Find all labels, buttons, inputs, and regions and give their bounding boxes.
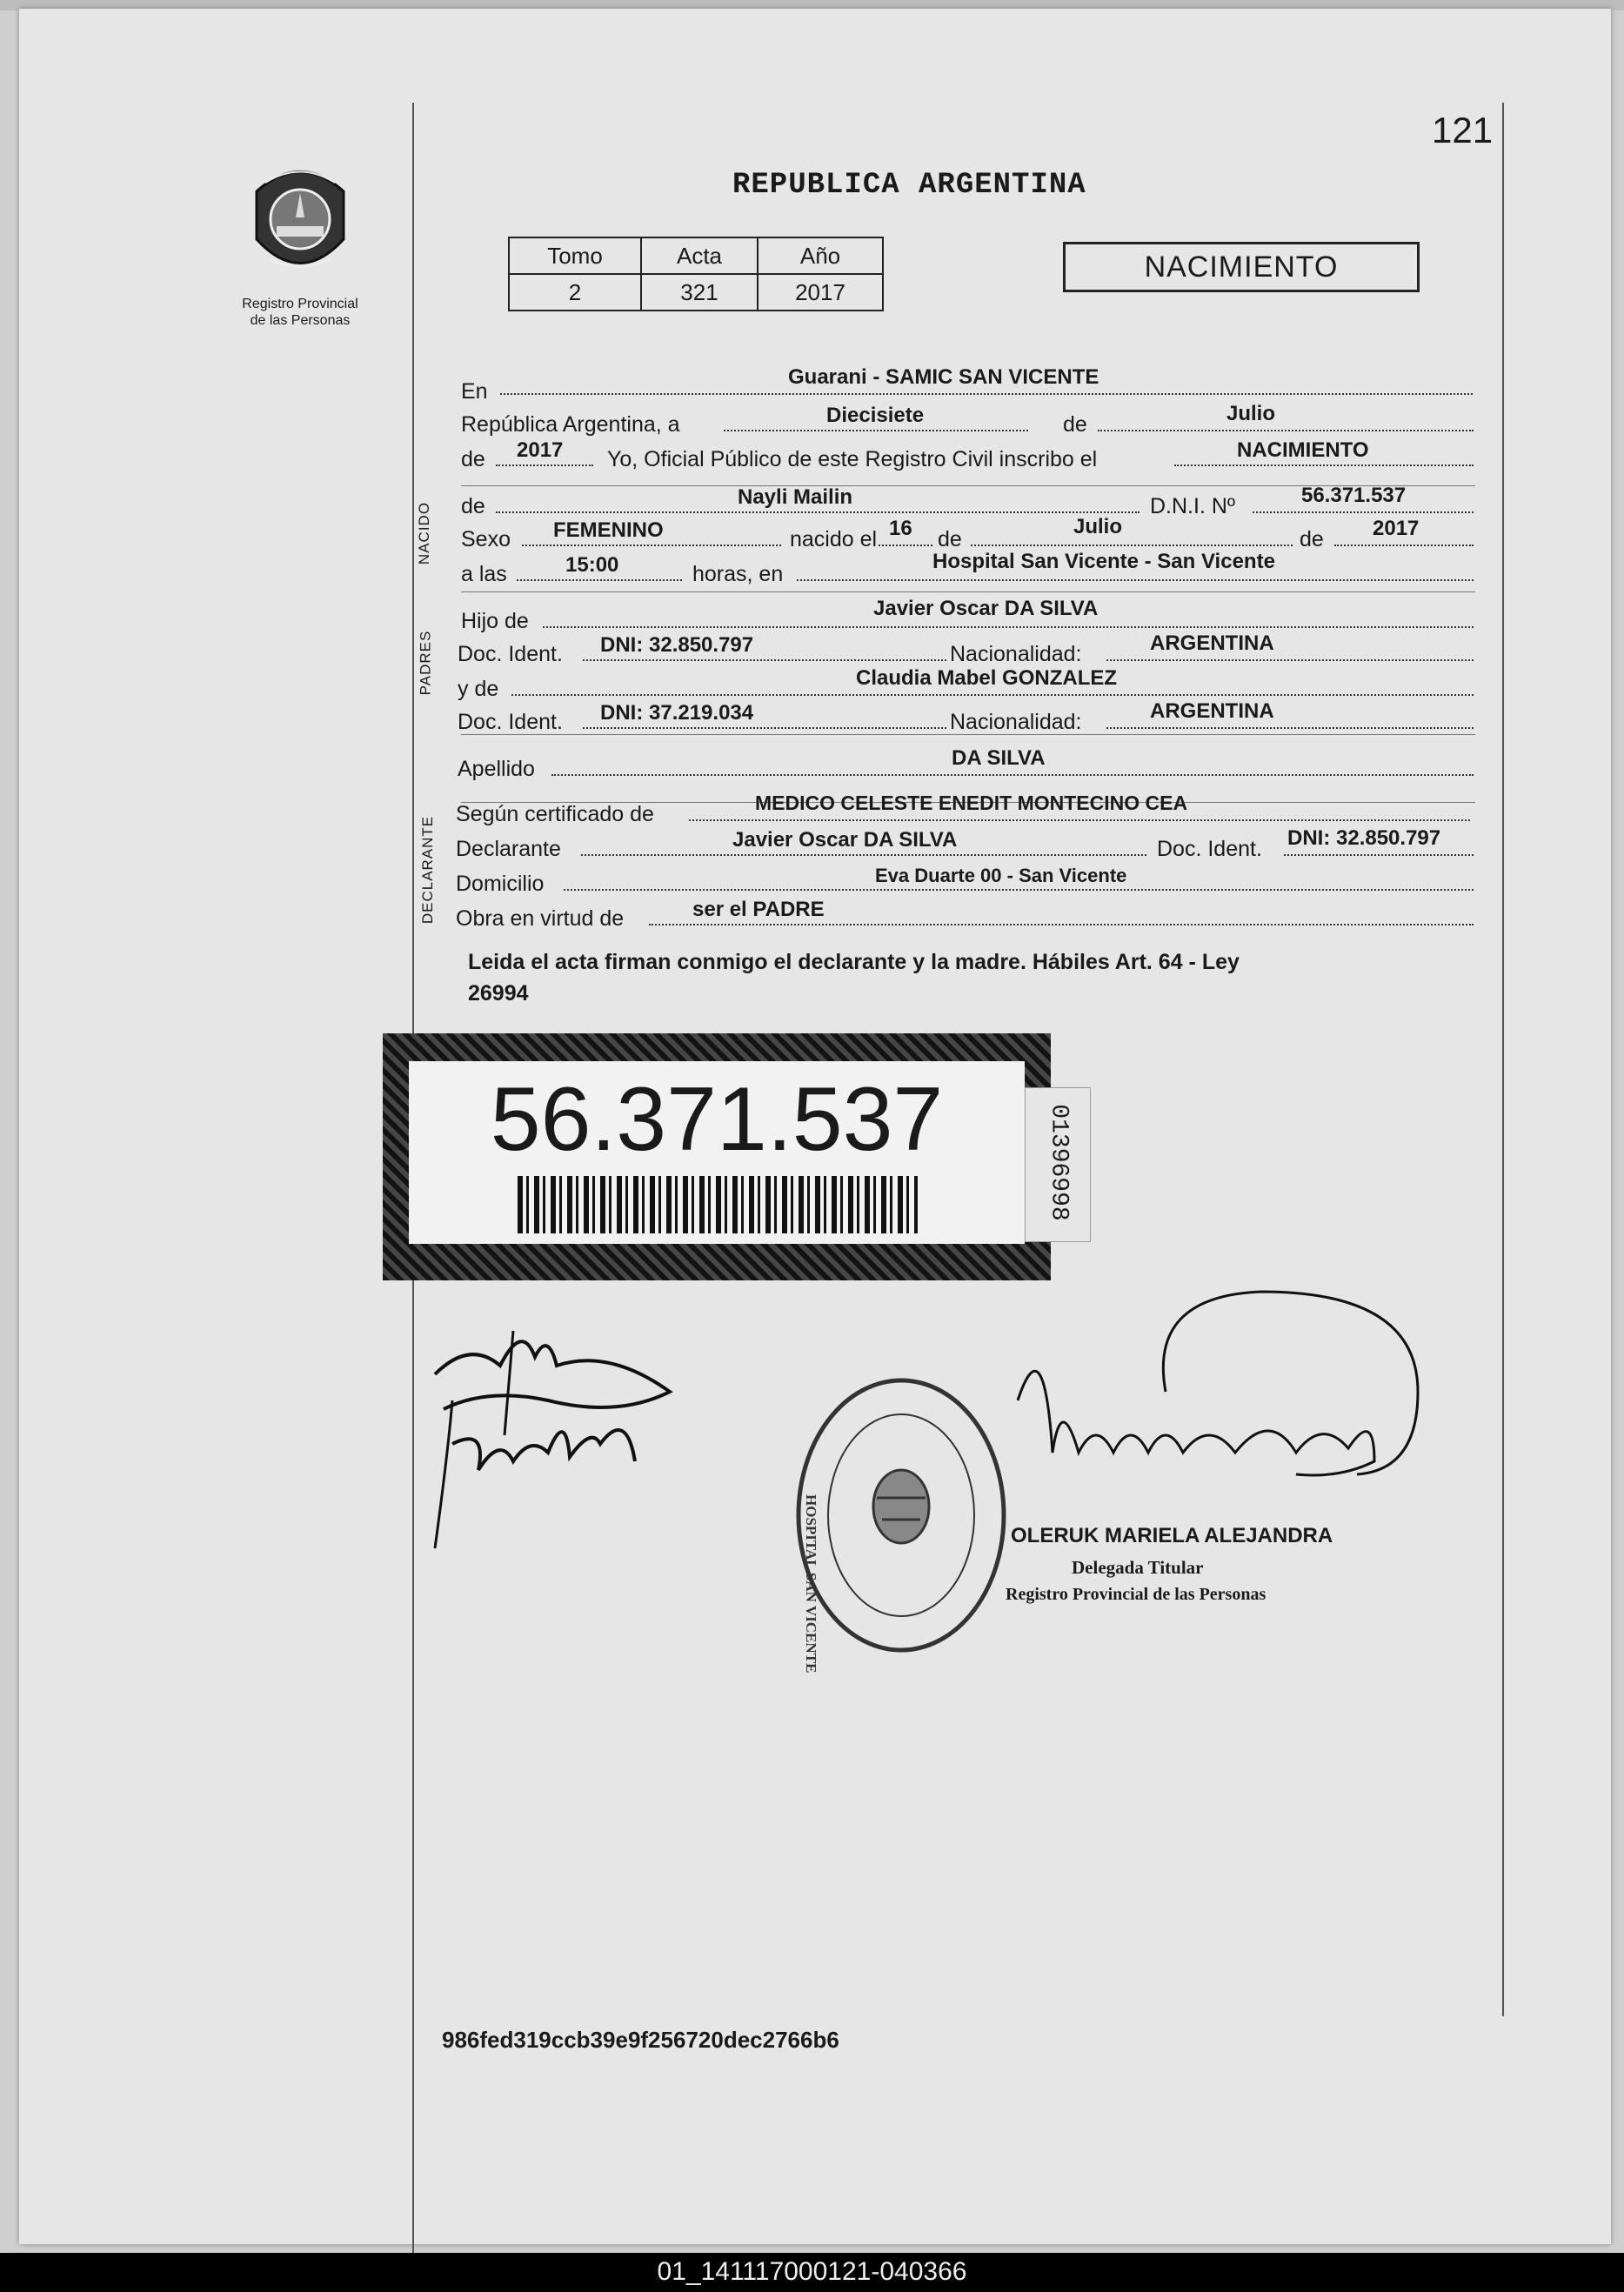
dotted-line [1106, 659, 1474, 661]
value-dni: 56.371.537 [1301, 484, 1407, 507]
label-obra: Obra en virtud de [456, 906, 625, 931]
label-alas: a las [461, 562, 507, 586]
label-segun: Según certificado de [456, 802, 654, 826]
barcode-icon [518, 1176, 918, 1233]
side-label-nacido: NACIDO [416, 501, 433, 565]
value-madre: Claudia Mabel GONZALEZ [856, 666, 1118, 690]
value-padre-doc: DNI: 32.850.797 [600, 633, 754, 657]
dotted-line [1334, 545, 1474, 546]
table-cell-acta: 321 [641, 274, 758, 311]
label-de: de [1063, 412, 1087, 437]
label-sexo: Sexo [461, 527, 511, 551]
value-anio: 2017 [517, 438, 564, 462]
declarante-signature-icon [418, 1305, 696, 1574]
value-obra: ser el PADRE [692, 898, 825, 921]
dotted-line [496, 511, 1139, 513]
value-domicilio: Eva Duarte 00 - San Vicente [875, 865, 1127, 886]
right-margin-line [1502, 103, 1504, 2016]
value-lugar-nacimiento: Hospital San Vicente - San Vicente [932, 550, 1275, 573]
label-declarante-doc: Doc. Ident. [1157, 837, 1262, 861]
value-sexo: FEMENINO [553, 518, 664, 542]
dotted-line [1174, 464, 1474, 466]
dotted-line [581, 854, 1146, 856]
value-nac-anio: 2017 [1373, 517, 1420, 540]
dotted-line [1253, 511, 1474, 513]
value-mes: Julio [1226, 402, 1276, 425]
official-title: Delegada Titular [1072, 1557, 1204, 1578]
text-oficial: Yo, Oficial Público de este Registro Civil inscribo el [607, 447, 1098, 471]
dotted-line [543, 626, 1474, 628]
acta-table [508, 237, 884, 311]
dotted-line [879, 545, 932, 546]
dotted-line [500, 393, 1473, 395]
dotted-line [511, 694, 1474, 696]
dotted-line [649, 924, 1474, 925]
label-dni: D.N.I. Nº [1150, 494, 1236, 518]
dotted-line [1106, 727, 1474, 729]
label-apellido: Apellido [458, 757, 535, 781]
dotted-line [522, 545, 781, 546]
table-header-anio: Año [758, 237, 883, 274]
record-type-box: NACIMIENTO [1063, 242, 1420, 292]
value-apellido: DA SILVA [952, 746, 1046, 770]
label-de: de [461, 447, 485, 471]
side-label-padres: PADRES [417, 630, 434, 696]
value-nac-mes: Julio [1073, 515, 1123, 538]
official-office: Registro Provincial de las Personas [1006, 1585, 1266, 1604]
label-domicilio: Domicilio [456, 872, 545, 896]
value-declarante: Javier Oscar DA SILVA [732, 828, 958, 852]
stamp-inner-text: HOSPITAL SAN VICENTE [803, 1494, 819, 1674]
dotted-line [1098, 430, 1474, 431]
dotted-line [583, 727, 946, 729]
value-lugar-registro: Guarani - SAMIC SAN VICENTE [788, 365, 1099, 389]
dotted-line [564, 889, 1474, 891]
label-nacionalidad: Nacionalidad: [950, 710, 1082, 734]
value-padre-nacionalidad: ARGENTINA [1150, 631, 1274, 655]
label-de: de [461, 494, 485, 518]
sticker-side-code: 01396998 [1025, 1087, 1091, 1242]
label-horas: horas, en [692, 562, 784, 586]
registry-stamp-icon [788, 1367, 1014, 1663]
dotted-line [724, 430, 1028, 431]
dotted-line [797, 579, 1474, 581]
emblem-caption: Registro Provincial de las Personas [242, 297, 358, 328]
value-dia: Diecisiete [826, 404, 925, 427]
section-separator [461, 591, 1475, 592]
sticker-dni-number: 56.371.537 [490, 1069, 944, 1170]
value-inscribo: NACIMIENTO [1237, 438, 1369, 462]
label-doc-ident: Doc. Ident. [458, 710, 563, 734]
value-certificado: MEDICO CELESTE ENEDIT MONTECINO CEA [755, 792, 1188, 814]
value-hora: 15:00 [565, 553, 619, 577]
label-declarante: Declarante [456, 837, 561, 861]
value-nac-dia: 16 [889, 517, 912, 540]
label-de: de [1300, 527, 1324, 551]
side-label-declarante: DECLARANTE [419, 815, 437, 925]
footer-code: 01_141117000121-040366 [657, 2257, 967, 2286]
value-madre-nacionalidad: ARGENTINA [1150, 699, 1274, 723]
dotted-line [1284, 854, 1474, 856]
label-republica: República Argentina, a [461, 412, 680, 437]
value-declarante-doc: DNI: 32.850.797 [1287, 826, 1441, 850]
dotted-line [496, 464, 593, 466]
official-name: OLERUK MARIELA ALEJANDRA [1011, 1524, 1333, 1547]
label-de: de [938, 527, 962, 551]
label-yde: y de [458, 677, 499, 701]
label-nacionalidad: Nacionalidad: [950, 642, 1082, 666]
document-title: REPUBLICA ARGENTINA [732, 169, 1086, 202]
dotted-line [517, 579, 682, 581]
table-header-acta: Acta [641, 237, 758, 274]
label-en: En [461, 379, 488, 404]
dotted-line [583, 659, 946, 661]
document-hash: 986fed319ccb39e9f256720dec2766b6 [442, 2027, 839, 2053]
value-padre: Javier Oscar DA SILVA [873, 597, 1099, 620]
label-nacido: nacido el [790, 527, 878, 551]
page-number: 121 [1432, 110, 1494, 150]
table-cell-anio: 2017 [758, 274, 883, 311]
dotted-line [689, 819, 1470, 821]
table-header-tomo: Tomo [509, 237, 641, 274]
dotted-line [551, 774, 1474, 776]
province-emblem-icon [235, 157, 365, 287]
table-cell-tomo: 2 [509, 274, 641, 311]
label-hijo: Hijo de [461, 609, 529, 633]
label-doc-ident: Doc. Ident. [458, 642, 563, 666]
dni-sticker [383, 1033, 1051, 1280]
value-madre-doc: DNI: 37.219.034 [600, 701, 754, 725]
value-nombre: Nayli Mailin [738, 485, 853, 509]
closing-statement: Leida el acta firman conmigo el declarante y la madre. Hábiles Art. 64 - Ley 26994 [468, 950, 1240, 1006]
dotted-line [971, 545, 1293, 546]
